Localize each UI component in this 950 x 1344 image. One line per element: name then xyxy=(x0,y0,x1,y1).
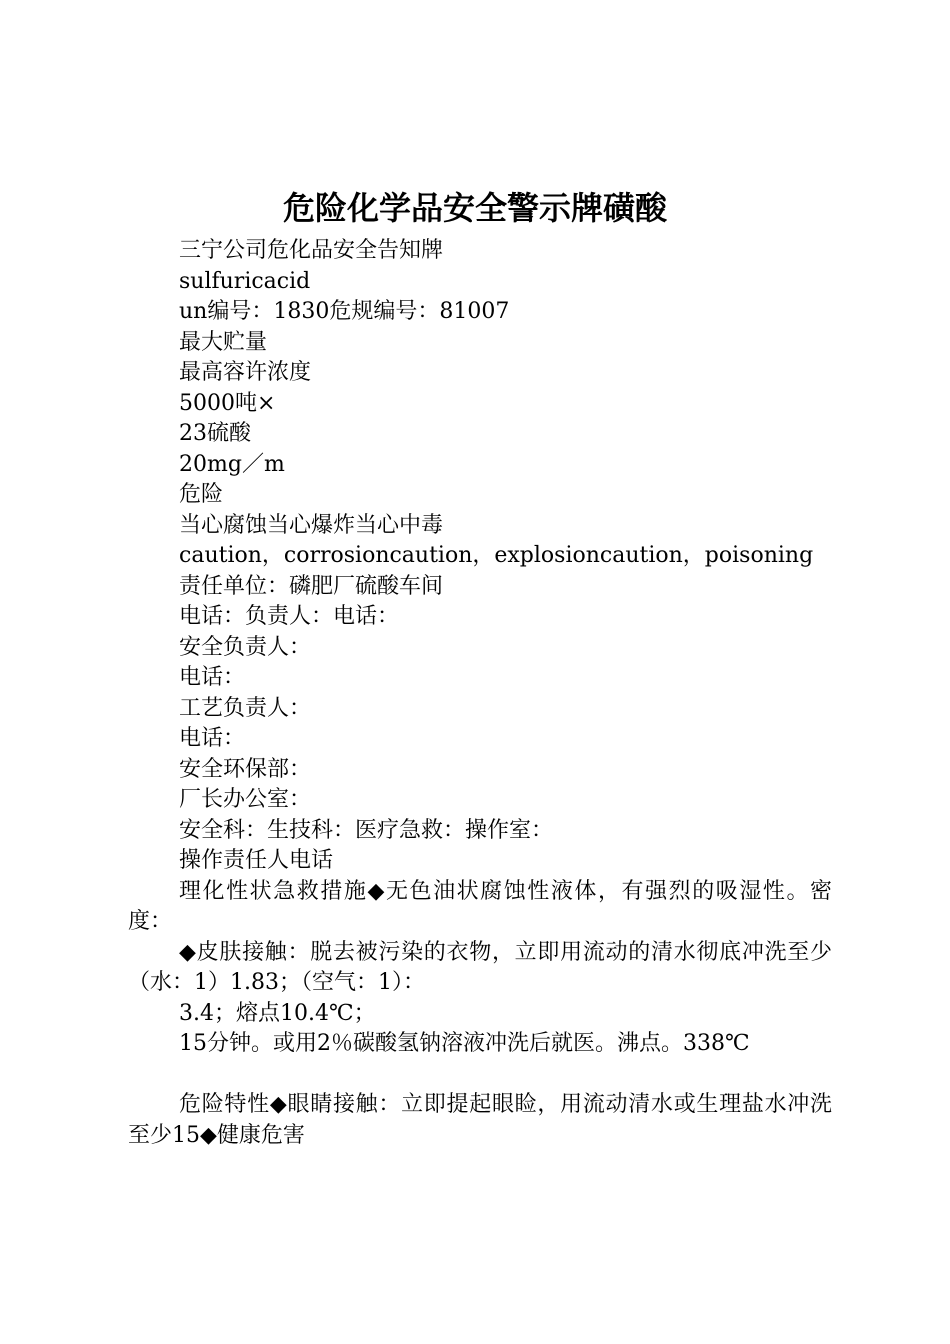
paragraph: 最大贮量 xyxy=(179,329,268,355)
paragraph: 3.4；熔点10.4℃； xyxy=(179,1000,376,1026)
document-body xyxy=(128,236,832,1151)
paragraph: 安全环保部： xyxy=(179,756,312,782)
paragraph: 电话： xyxy=(179,726,246,751)
paragraph: sulfuricacid xyxy=(179,268,311,294)
paragraph: 危险 xyxy=(179,482,224,507)
paragraph: 5000吨× xyxy=(179,390,276,416)
paragraph: 责任单位：磷肥厂硫酸车间 xyxy=(179,573,444,599)
paragraph: 最高容许浓度 xyxy=(179,360,312,385)
paragraph: 电话：负责人：电话： xyxy=(179,604,400,629)
paragraph: caution，corrosioncaution，explosioncaution，poisoning xyxy=(179,543,814,568)
paragraph: 20mg／m xyxy=(179,451,285,477)
paragraph: 三宁公司危化品安全告知牌 xyxy=(179,238,444,263)
blank-line xyxy=(128,1060,832,1091)
paragraph: 当心腐蚀当心爆炸当心中毒 xyxy=(179,512,444,538)
paragraph: 工艺负责人： xyxy=(179,695,312,721)
paragraph: 危险特性◆眼睛接触：立即提起眼睑，用流动清水或生理盐水冲洗至少15◆健康危害 xyxy=(128,1092,832,1148)
paragraph: 安全负责人： xyxy=(179,634,312,660)
paragraph: 15分钟。或用2％碳酸氢钠溶液冲洗后就医。沸点。338℃ xyxy=(179,1031,750,1056)
paragraph: 厂长办公室： xyxy=(179,787,312,812)
document-title: 危险化学品安全警示牌磺酸 xyxy=(282,189,667,227)
paragraph: ◆皮肤接触：脱去被污染的衣物，立即用流动的清水彻底冲洗至少（水：1）1.83；（空气：1）： xyxy=(128,939,832,995)
paragraph: 23硫酸 xyxy=(179,421,251,446)
paragraph: 操作责任人电话 xyxy=(179,848,334,873)
paragraph: 安全科：生技科：医疗急救：操作室： xyxy=(179,817,554,843)
paragraph: 电话： xyxy=(179,665,246,690)
paragraph: 理化性状急救措施◆无色油状腐蚀性液体，有强烈的吸湿性。密度： xyxy=(128,878,832,934)
paragraph: un编号：1830危规编号：81007 xyxy=(179,299,510,324)
